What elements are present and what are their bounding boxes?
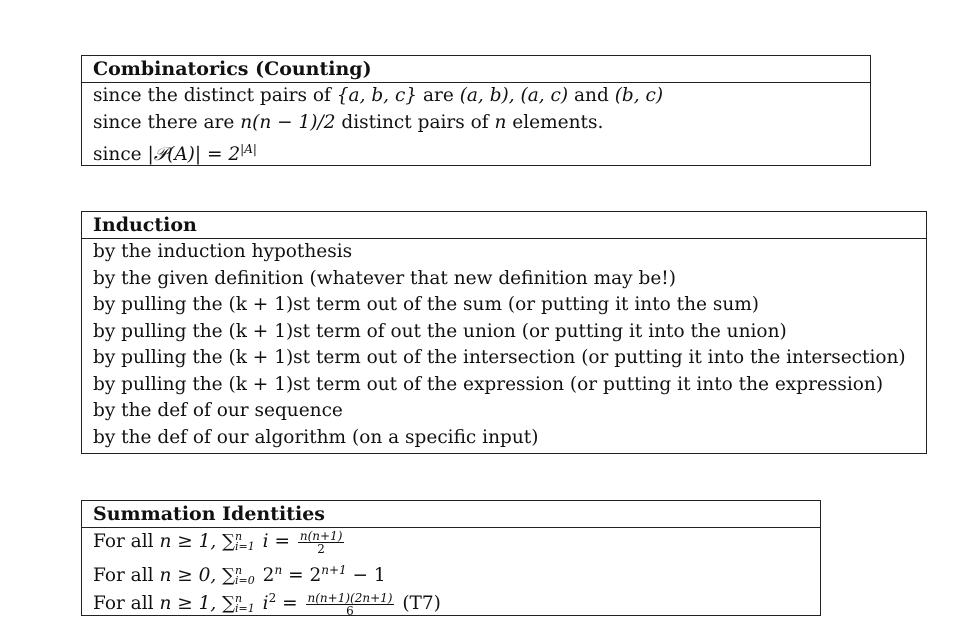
summation-row-2: For all n ≥ 0, ∑ n i=0 $2^n = 2^{n+1} - 1$ [93, 563, 386, 588]
induction-row: by the def of our sequence [93, 400, 343, 421]
induction-row: by pulling the (k + 1)st term out of the intersection (or putting it into the intersection) [93, 347, 906, 368]
summation-table [81, 500, 821, 616]
summation-row-1: For all n ≥ 1, ∑ n i=1 i = $\frac{n(n+1)}{2}$ [93, 528, 343, 556]
induction-row: by the induction hypothesis [93, 241, 353, 262]
fraction: $\frac{n(n+1)(2n+1)}{6}$ [307, 590, 393, 618]
fraction: $\frac{n(n+1)}{2}$ [299, 528, 343, 556]
induction-title: Induction [82, 212, 926, 239]
summation-title: Summation Identities [82, 501, 820, 528]
summation-row-3: For all n ≥ 1, ∑ n i=1 $i^2$ = $\frac{n(n+1)(2n+1)}{6}$ (T7) [93, 590, 441, 618]
induction-row: by the given definition (whatever that new definition may be!) [93, 267, 676, 289]
induction-row: by pulling the (k + 1)st term out of the expression (or putting it into the expression) [93, 373, 884, 395]
combinatorics-title: Combinatorics (Counting) [82, 56, 870, 83]
combinatorics-table [81, 55, 871, 166]
induction-row: by pulling the (k + 1)st term out of the sum (or putting it into the sum) [93, 294, 759, 315]
induction-row: by the def of our algorithm (on a specific input) [93, 426, 539, 448]
induction-row: by pulling the (k + 1)st term of out the union (or putting it into the union) [93, 320, 787, 342]
induction-table [81, 211, 927, 454]
combinatorics-row-3: since |𝒫(A)| = $2^{|A|}$ [93, 142, 257, 166]
combinatorics-row-1: since the distinct pairs of {a, b, c} are (a, b), (a, c) and (b, c) [93, 85, 664, 106]
combinatorics-row-2: since there are n(n − 1)/2 distinct pairs of n elements. [93, 111, 604, 133]
